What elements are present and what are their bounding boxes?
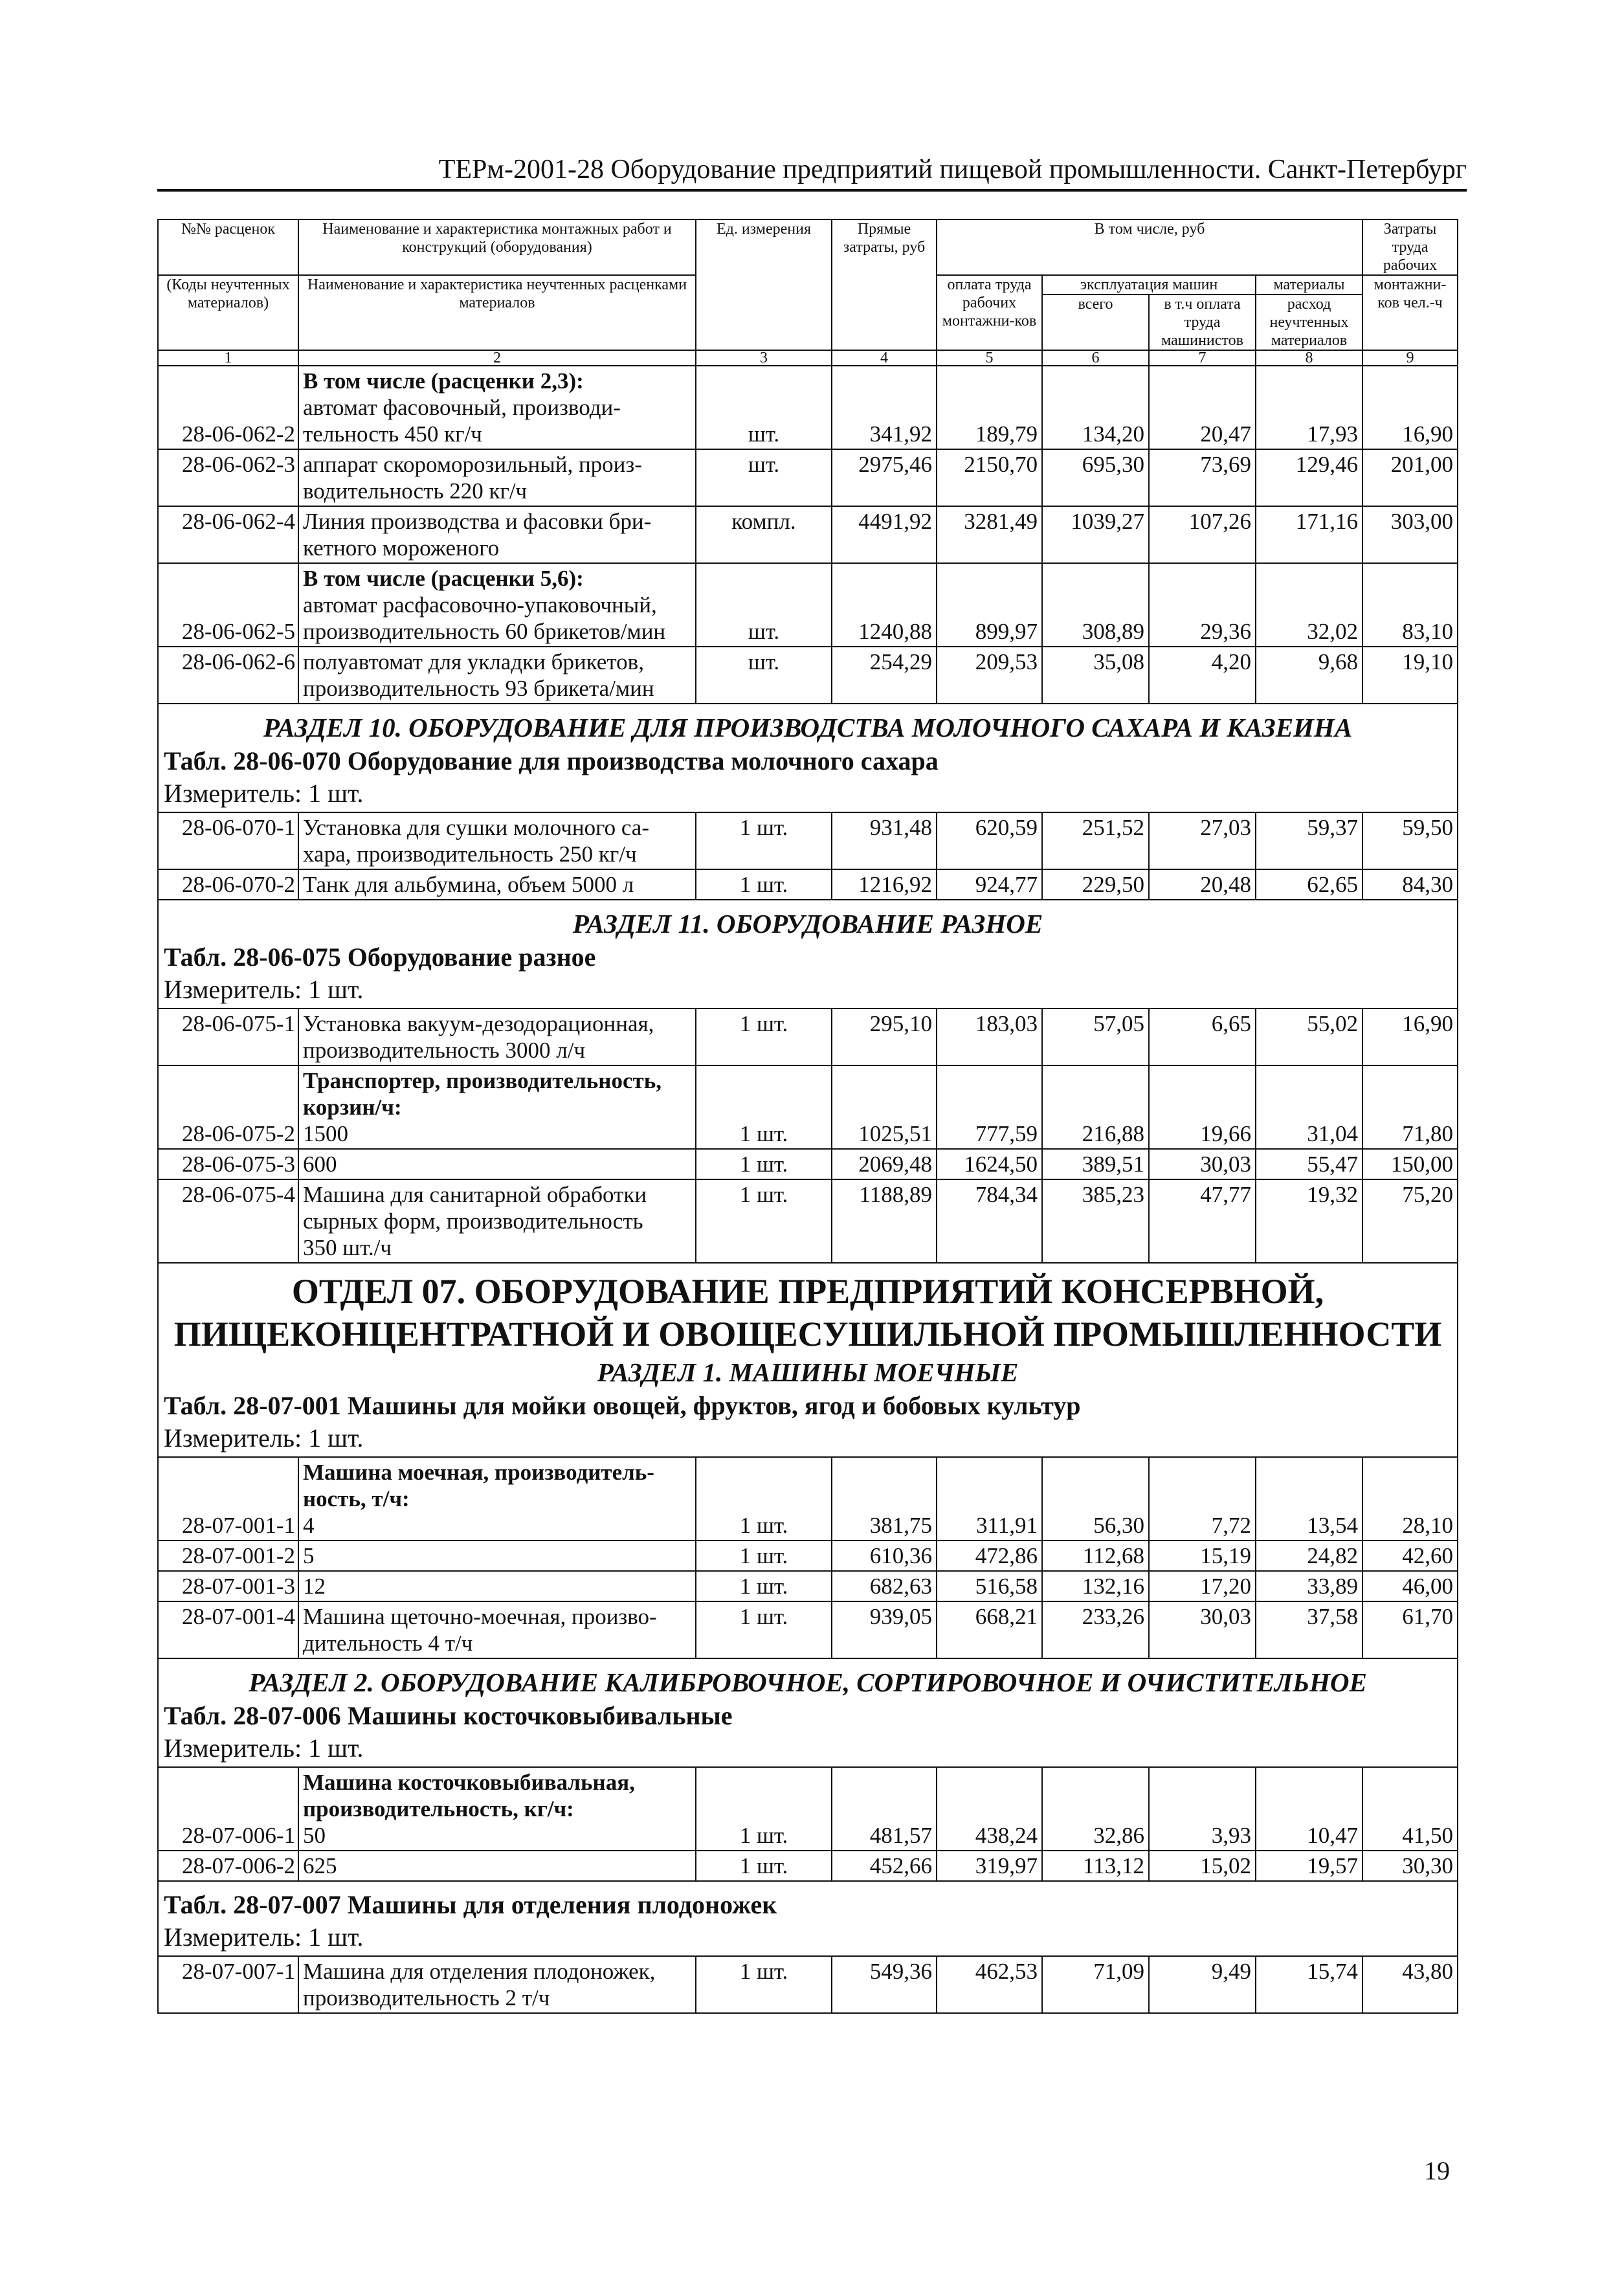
machine-cost: 56,30 xyxy=(1042,1457,1149,1541)
machine-cost: 134,20 xyxy=(1042,366,1149,449)
wage-cost: 189,79 xyxy=(937,366,1042,449)
rate-code xyxy=(158,449,298,506)
labor-hours: 28,10 xyxy=(1363,1457,1458,1541)
table-row xyxy=(158,563,1458,647)
machinist-wage: 17,20 xyxy=(1149,1571,1256,1601)
machinist-wage: 29,36 xyxy=(1149,563,1256,647)
table-row xyxy=(158,1008,1458,1065)
rate-name-line: 50 xyxy=(303,1823,326,1848)
labor-hours: 41,50 xyxy=(1363,1767,1458,1851)
table-title: Табл. 28-07-006 Машины косточковыбивальные xyxy=(164,1701,733,1730)
labor-hours: 43,80 xyxy=(1363,1956,1458,2013)
rate-name-line: 4 xyxy=(303,1513,315,1538)
machinist-wage: 9,49 xyxy=(1149,1956,1256,2013)
direct-cost: 381,75 xyxy=(832,1457,937,1541)
rate-name xyxy=(298,1541,696,1571)
section-title: РАЗДЕЛ 10. ОБОРУДОВАНИЕ ДЛЯ ПРОИЗВОДСТВА МОЛОЧНОГО САХАРА И КАЗЕИНА xyxy=(263,713,1353,742)
wage-cost: 319,97 xyxy=(937,1851,1042,1881)
rate-code xyxy=(158,1065,298,1149)
rate-name-line: 600 xyxy=(303,1152,337,1177)
unit-cell: 1 шт. xyxy=(696,1065,832,1149)
column-number: 9 xyxy=(1363,350,1458,366)
machine-cost: 695,30 xyxy=(1042,449,1149,506)
rate-name-line: тельность 450 кг/ч xyxy=(303,421,482,447)
labor-hours: 71,80 xyxy=(1363,1065,1458,1149)
rate-name xyxy=(298,1008,696,1065)
section-title: РАЗДЕЛ 1. МАШИНЫ МОЕЧНЫЕ xyxy=(597,1357,1019,1387)
machinist-wage: 107,26 xyxy=(1149,506,1256,563)
unit-cell: 1 шт. xyxy=(696,1008,832,1065)
section-heading-cell xyxy=(158,1263,1458,1457)
unit-cell: шт. xyxy=(696,366,832,449)
rate-name-line: Танк для альбумина, объем 5000 л xyxy=(303,872,634,897)
table-row xyxy=(158,449,1458,506)
rate-name-line: производительность 2 т/ч xyxy=(303,1985,550,2010)
labor-hours: 84,30 xyxy=(1363,869,1458,900)
table-row xyxy=(158,1571,1458,1601)
wage-cost: 183,03 xyxy=(937,1008,1042,1065)
table-row xyxy=(158,1541,1458,1571)
page-number: 19 xyxy=(1424,2156,1450,2185)
direct-cost: 481,57 xyxy=(832,1767,937,1851)
rate-name xyxy=(298,1601,696,1658)
rate-code-text: 28-06-075-1 xyxy=(182,1011,295,1036)
table-row xyxy=(158,1956,1458,2013)
section-heading-cell xyxy=(158,704,1458,812)
direct-cost: 1025,51 xyxy=(832,1065,937,1149)
rate-name xyxy=(298,812,696,869)
header-code: №№ расценок xyxy=(158,219,298,275)
measure-unit: Измеритель: 1 шт. xyxy=(164,1733,364,1763)
labor-hours: 30,30 xyxy=(1363,1851,1458,1881)
column-number-row xyxy=(158,350,1458,366)
wage-cost: 3281,49 xyxy=(937,506,1042,563)
rate-code xyxy=(158,812,298,869)
direct-cost: 549,36 xyxy=(832,1956,937,2013)
wage-cost: 899,97 xyxy=(937,563,1042,647)
rate-name-line: Линия производства и фасовки бри- xyxy=(303,509,652,534)
direct-cost: 2975,46 xyxy=(832,449,937,506)
rate-name-line: производительность 3000 л/ч xyxy=(303,1038,586,1063)
header-labor: Затраты труда рабочих xyxy=(1363,219,1458,275)
rate-name-line: автомат фасовочный, производи- xyxy=(303,395,621,420)
table-row xyxy=(158,1179,1458,1263)
rate-name-line: Установка вакуум-дезодорационная, xyxy=(303,1011,654,1036)
unit-cell: 1 шт. xyxy=(696,1601,832,1658)
labor-hours: 303,00 xyxy=(1363,506,1458,563)
materials-cost: 13,54 xyxy=(1256,1457,1363,1541)
measure-unit: Измеритель: 1 шт. xyxy=(164,1922,364,1952)
rate-name-line: 12 xyxy=(303,1574,326,1599)
unit-cell: 1 шт. xyxy=(696,1851,832,1881)
machine-cost: 35,08 xyxy=(1042,647,1149,704)
unit-cell: 1 шт. xyxy=(696,812,832,869)
table-row xyxy=(158,506,1458,563)
rate-code-text: 28-07-001-2 xyxy=(182,1543,295,1568)
division-title: ОТДЕЛ 07. ОБОРУДОВАНИЕ ПРЕДПРИЯТИЙ КОНСЕРВНОЙ, ПИЩЕКОНЦЕНТРАТНОЙ И ОВОЩЕСУШИЛЬНОЙ ПРОМЫШЛЕННОСТИ xyxy=(173,1272,1442,1353)
rate-name xyxy=(298,1767,696,1851)
materials-cost: 59,37 xyxy=(1256,812,1363,869)
wage-cost: 472,86 xyxy=(937,1541,1042,1571)
table-title: Табл. 28-06-070 Оборудование для производства молочного сахара xyxy=(164,746,939,775)
unit-cell: шт. xyxy=(696,563,832,647)
rate-code-text: 28-06-062-5 xyxy=(182,619,295,644)
table-row xyxy=(158,1767,1458,1851)
section-heading-row xyxy=(158,704,1458,812)
section-heading-cell xyxy=(158,900,1458,1008)
unit-cell: 1 шт. xyxy=(696,1457,832,1541)
unit-cell: 1 шт. xyxy=(696,1149,832,1179)
direct-cost: 931,48 xyxy=(832,812,937,869)
measure-unit: Измеритель: 1 шт. xyxy=(164,975,364,1004)
rate-name xyxy=(298,366,696,449)
header-machines-wage: в т.ч оплата труда машинистов xyxy=(1149,295,1256,350)
rate-code-text: 28-07-001-3 xyxy=(182,1574,295,1599)
rate-code-text: 28-06-062-2 xyxy=(182,421,295,447)
labor-hours: 16,90 xyxy=(1363,366,1458,449)
header-unit: Ед. измерения xyxy=(696,219,832,350)
machinist-wage: 20,47 xyxy=(1149,366,1256,449)
rate-name xyxy=(298,1065,696,1149)
machine-cost: 1039,27 xyxy=(1042,506,1149,563)
rate-name-line: 625 xyxy=(303,1853,337,1878)
rate-name xyxy=(298,563,696,647)
direct-cost: 4491,92 xyxy=(832,506,937,563)
rate-code xyxy=(158,1541,298,1571)
rate-group-title: Машина косточковыбивальная, производительность, кг/ч: xyxy=(303,1770,635,1821)
unit-cell: шт. xyxy=(696,647,832,704)
materials-cost: 129,46 xyxy=(1256,449,1363,506)
section-heading-row xyxy=(158,1658,1458,1767)
materials-cost: 62,65 xyxy=(1256,869,1363,900)
unit-cell: 1 шт. xyxy=(696,1571,832,1601)
machine-cost: 251,52 xyxy=(1042,812,1149,869)
rate-name-line: аппарат скороморозильный, произ- xyxy=(303,452,642,477)
machine-cost: 308,89 xyxy=(1042,563,1149,647)
machinist-wage: 3,93 xyxy=(1149,1767,1256,1851)
rate-code-text: 28-06-062-3 xyxy=(182,452,295,477)
rate-code-text: 28-06-070-1 xyxy=(182,815,295,840)
table-row xyxy=(158,1065,1458,1149)
rate-code xyxy=(158,1601,298,1658)
unit-cell: шт. xyxy=(696,449,832,506)
labor-hours: 201,00 xyxy=(1363,449,1458,506)
rate-name xyxy=(298,449,696,506)
header-direct-costs: Прямые затраты, руб xyxy=(832,219,937,350)
section-title: РАЗДЕЛ 2. ОБОРУДОВАНИЕ КАЛИБРОВОЧНОЕ, СОРТИРОВОЧНОЕ И ОЧИСТИТЕЛЬНОЕ xyxy=(249,1667,1367,1697)
machinist-wage: 20,48 xyxy=(1149,869,1256,900)
rate-name-line: производительность 60 брикетов/мин xyxy=(303,619,666,644)
rate-code xyxy=(158,1851,298,1881)
materials-cost: 55,02 xyxy=(1256,1008,1363,1065)
machinist-wage: 73,69 xyxy=(1149,449,1256,506)
labor-hours: 59,50 xyxy=(1363,812,1458,869)
wage-cost: 209,53 xyxy=(937,647,1042,704)
table-title: Табл. 28-07-001 Машины для мойки овощей, фруктов, ягод и бобовых культур xyxy=(164,1391,1081,1420)
table-row xyxy=(158,366,1458,449)
rate-name-line: хара, производительность 250 кг/ч xyxy=(303,841,637,867)
rate-name-line: 350 шт./ч xyxy=(303,1235,392,1260)
header-code-materials: (Коды неучтенных материалов) xyxy=(158,275,298,350)
header-including: В том числе, руб xyxy=(937,219,1363,275)
wage-cost: 620,59 xyxy=(937,812,1042,869)
rate-code-text: 28-06-062-6 xyxy=(182,649,295,674)
rate-name-line: автомат расфасовочно-упаковочный, xyxy=(303,592,657,618)
page-header: ТЕРм-2001-28 Оборудование предприятий пищевой промышленности. Санкт-Петербург xyxy=(438,155,1467,184)
machine-cost: 216,88 xyxy=(1042,1065,1149,1149)
rate-name-line: Установка для сушки молочного са- xyxy=(303,815,649,840)
table-title: Табл. 28-06-075 Оборудование разное xyxy=(164,942,596,972)
header-wage: оплата труда рабочих монтажни-ков xyxy=(937,275,1042,350)
machinist-wage: 19,66 xyxy=(1149,1065,1256,1149)
rate-code xyxy=(158,1149,298,1179)
rate-code xyxy=(158,869,298,900)
header-materials: материалы xyxy=(1256,275,1363,295)
table-row xyxy=(158,1851,1458,1881)
header-name-materials: Наименование и характеристика неучтенных расценками материалов xyxy=(298,275,696,350)
unit-cell: 1 шт. xyxy=(696,869,832,900)
materials-cost: 33,89 xyxy=(1256,1571,1363,1601)
header-name: Наименование и характеристика монтажных работ и конструкций (оборудования) xyxy=(298,219,696,275)
labor-hours: 150,00 xyxy=(1363,1149,1458,1179)
rate-code-text: 28-07-001-4 xyxy=(182,1604,295,1629)
machinist-wage: 4,20 xyxy=(1149,647,1256,704)
direct-cost: 295,10 xyxy=(832,1008,937,1065)
rate-code-text: 28-07-007-1 xyxy=(182,1959,295,1984)
machinist-wage: 15,19 xyxy=(1149,1541,1256,1571)
rate-code xyxy=(158,563,298,647)
labor-hours: 16,90 xyxy=(1363,1008,1458,1065)
rate-name-line: Машина щеточно-моечная, произво- xyxy=(303,1604,657,1629)
rate-code xyxy=(158,1767,298,1851)
wage-cost: 668,21 xyxy=(937,1601,1042,1658)
machine-cost: 57,05 xyxy=(1042,1008,1149,1065)
machine-cost: 32,86 xyxy=(1042,1767,1149,1851)
rate-code-text: 28-07-006-2 xyxy=(182,1853,295,1878)
materials-cost: 19,32 xyxy=(1256,1179,1363,1263)
price-table xyxy=(157,219,1458,2014)
rate-name-line: водительность 220 кг/ч xyxy=(303,478,528,504)
table-row xyxy=(158,1149,1458,1179)
wage-cost: 2150,70 xyxy=(937,449,1042,506)
rate-code-text: 28-06-062-4 xyxy=(182,509,295,534)
materials-cost: 37,58 xyxy=(1256,1601,1363,1658)
column-number: 8 xyxy=(1256,350,1363,366)
rate-name-line: Машина для отделения плодоножек, xyxy=(303,1959,656,1984)
table-row xyxy=(158,1601,1458,1658)
machine-cost: 112,68 xyxy=(1042,1541,1149,1571)
rate-name-line: производительность 93 брикета/мин xyxy=(303,676,654,701)
wage-cost: 777,59 xyxy=(937,1065,1042,1149)
section-heading-cell xyxy=(158,1658,1458,1767)
materials-cost: 15,74 xyxy=(1256,1956,1363,2013)
labor-hours: 75,20 xyxy=(1363,1179,1458,1263)
table-row xyxy=(158,869,1458,900)
machine-cost: 229,50 xyxy=(1042,869,1149,900)
machine-cost: 385,23 xyxy=(1042,1179,1149,1263)
rate-name-line: Машина для санитарной обработки xyxy=(303,1182,647,1207)
rate-code-text: 28-06-075-3 xyxy=(182,1152,295,1177)
rate-name-line: сырных форм, производительность xyxy=(303,1208,643,1234)
rate-group-title: В том числе (расценки 5,6): xyxy=(303,566,584,591)
measure-unit: Измеритель: 1 шт. xyxy=(164,1423,364,1453)
rate-code xyxy=(158,506,298,563)
rate-name xyxy=(298,1457,696,1541)
materials-cost: 55,47 xyxy=(1256,1149,1363,1179)
direct-cost: 610,36 xyxy=(832,1541,937,1571)
section-heading-row xyxy=(158,900,1458,1008)
materials-cost: 10,47 xyxy=(1256,1767,1363,1851)
section-heading-row xyxy=(158,1263,1458,1457)
header-rule xyxy=(157,189,1467,192)
rate-name xyxy=(298,1851,696,1881)
labor-hours: 19,10 xyxy=(1363,647,1458,704)
rate-code-text: 28-07-006-1 xyxy=(182,1823,295,1848)
table-title: Табл. 28-07-007 Машины для отделения плодоножек xyxy=(164,1890,777,1919)
materials-cost: 17,93 xyxy=(1256,366,1363,449)
machinist-wage: 47,77 xyxy=(1149,1179,1256,1263)
unit-cell: 1 шт. xyxy=(696,1541,832,1571)
direct-cost: 1216,92 xyxy=(832,869,937,900)
wage-cost: 924,77 xyxy=(937,869,1042,900)
machinist-wage: 6,65 xyxy=(1149,1008,1256,1065)
rate-code xyxy=(158,1457,298,1541)
rate-name xyxy=(298,1571,696,1601)
section-heading-cell xyxy=(158,1881,1458,1956)
rate-group-title: Транспортер, производительность, корзин/ч: xyxy=(303,1068,662,1120)
labor-hours: 83,10 xyxy=(1363,563,1458,647)
wage-cost: 438,24 xyxy=(937,1767,1042,1851)
materials-cost: 32,02 xyxy=(1256,563,1363,647)
rate-code-text: 28-06-075-2 xyxy=(182,1121,295,1146)
machinist-wage: 27,03 xyxy=(1149,812,1256,869)
rate-code-text: 28-06-075-4 xyxy=(182,1182,295,1207)
machine-cost: 71,09 xyxy=(1042,1956,1149,2013)
rate-name-line: кетного мороженого xyxy=(303,535,500,561)
direct-cost: 341,92 xyxy=(832,366,937,449)
section-title: РАЗДЕЛ 11. ОБОРУДОВАНИЕ РАЗНОЕ xyxy=(572,909,1043,939)
section-heading-row xyxy=(158,1881,1458,1956)
measure-unit: Измеритель: 1 шт. xyxy=(164,779,364,808)
rate-name-line: 1500 xyxy=(303,1121,348,1146)
rate-name xyxy=(298,1179,696,1263)
materials-cost: 171,16 xyxy=(1256,506,1363,563)
column-number: 6 xyxy=(1042,350,1149,366)
machinist-wage: 7,72 xyxy=(1149,1457,1256,1541)
materials-cost: 9,68 xyxy=(1256,647,1363,704)
header-labor-hours: монтажни-ков чел.-ч xyxy=(1363,275,1458,350)
machinist-wage: 15,02 xyxy=(1149,1851,1256,1881)
rate-code xyxy=(158,366,298,449)
rate-name xyxy=(298,506,696,563)
table-row xyxy=(158,647,1458,704)
column-number: 3 xyxy=(696,350,832,366)
rate-name-line: полуавтомат для укладки брикетов, xyxy=(303,649,644,674)
materials-cost: 19,57 xyxy=(1256,1851,1363,1881)
direct-cost: 1240,88 xyxy=(832,563,937,647)
header-machines: эксплуатация машин xyxy=(1042,275,1256,295)
rate-group-title: В том числе (расценки 2,3): xyxy=(303,368,584,394)
unit-cell: 1 шт. xyxy=(696,1956,832,2013)
materials-cost: 31,04 xyxy=(1256,1065,1363,1149)
header-materials-consumption: расход неучтенных материалов xyxy=(1256,295,1363,350)
rate-group-title: Машина моечная, производитель-ность, т/ч: xyxy=(303,1460,654,1511)
column-number: 1 xyxy=(158,350,298,366)
machinist-wage: 30,03 xyxy=(1149,1149,1256,1179)
wage-cost: 1624,50 xyxy=(937,1149,1042,1179)
rate-code xyxy=(158,1571,298,1601)
materials-cost: 24,82 xyxy=(1256,1541,1363,1571)
labor-hours: 42,60 xyxy=(1363,1541,1458,1571)
unit-cell: компл. xyxy=(696,506,832,563)
machinist-wage: 30,03 xyxy=(1149,1601,1256,1658)
labor-hours: 61,70 xyxy=(1363,1601,1458,1658)
rate-name xyxy=(298,647,696,704)
direct-cost: 2069,48 xyxy=(832,1149,937,1179)
rate-code xyxy=(158,1179,298,1263)
unit-cell: 1 шт. xyxy=(696,1767,832,1851)
wage-cost: 462,53 xyxy=(937,1956,1042,2013)
table-row xyxy=(158,812,1458,869)
rate-code-text: 28-06-070-2 xyxy=(182,872,295,897)
rate-name-line: дительность 4 т/ч xyxy=(303,1631,473,1656)
machine-cost: 233,26 xyxy=(1042,1601,1149,1658)
wage-cost: 516,58 xyxy=(937,1571,1042,1601)
rate-code-text: 28-07-001-1 xyxy=(182,1513,295,1538)
direct-cost: 682,63 xyxy=(832,1571,937,1601)
rate-code xyxy=(158,1008,298,1065)
rate-name-line: 5 xyxy=(303,1543,315,1568)
rate-code xyxy=(158,1956,298,2013)
direct-cost: 1188,89 xyxy=(832,1179,937,1263)
rate-name xyxy=(298,1956,696,2013)
wage-cost: 784,34 xyxy=(937,1179,1042,1263)
rate-code xyxy=(158,647,298,704)
direct-cost: 452,66 xyxy=(832,1851,937,1881)
header-machines-total: всего xyxy=(1042,295,1149,350)
table-header-row-top xyxy=(158,219,1458,275)
machine-cost: 113,12 xyxy=(1042,1851,1149,1881)
column-number: 5 xyxy=(937,350,1042,366)
column-number: 7 xyxy=(1149,350,1256,366)
machine-cost: 389,51 xyxy=(1042,1149,1149,1179)
table-row xyxy=(158,1457,1458,1541)
column-number: 2 xyxy=(298,350,696,366)
rate-name xyxy=(298,869,696,900)
labor-hours: 46,00 xyxy=(1363,1571,1458,1601)
machine-cost: 132,16 xyxy=(1042,1571,1149,1601)
rate-name xyxy=(298,1149,696,1179)
direct-cost: 939,05 xyxy=(832,1601,937,1658)
unit-cell: 1 шт. xyxy=(696,1179,832,1263)
wage-cost: 311,91 xyxy=(937,1457,1042,1541)
column-number: 4 xyxy=(832,350,937,366)
direct-cost: 254,29 xyxy=(832,647,937,704)
